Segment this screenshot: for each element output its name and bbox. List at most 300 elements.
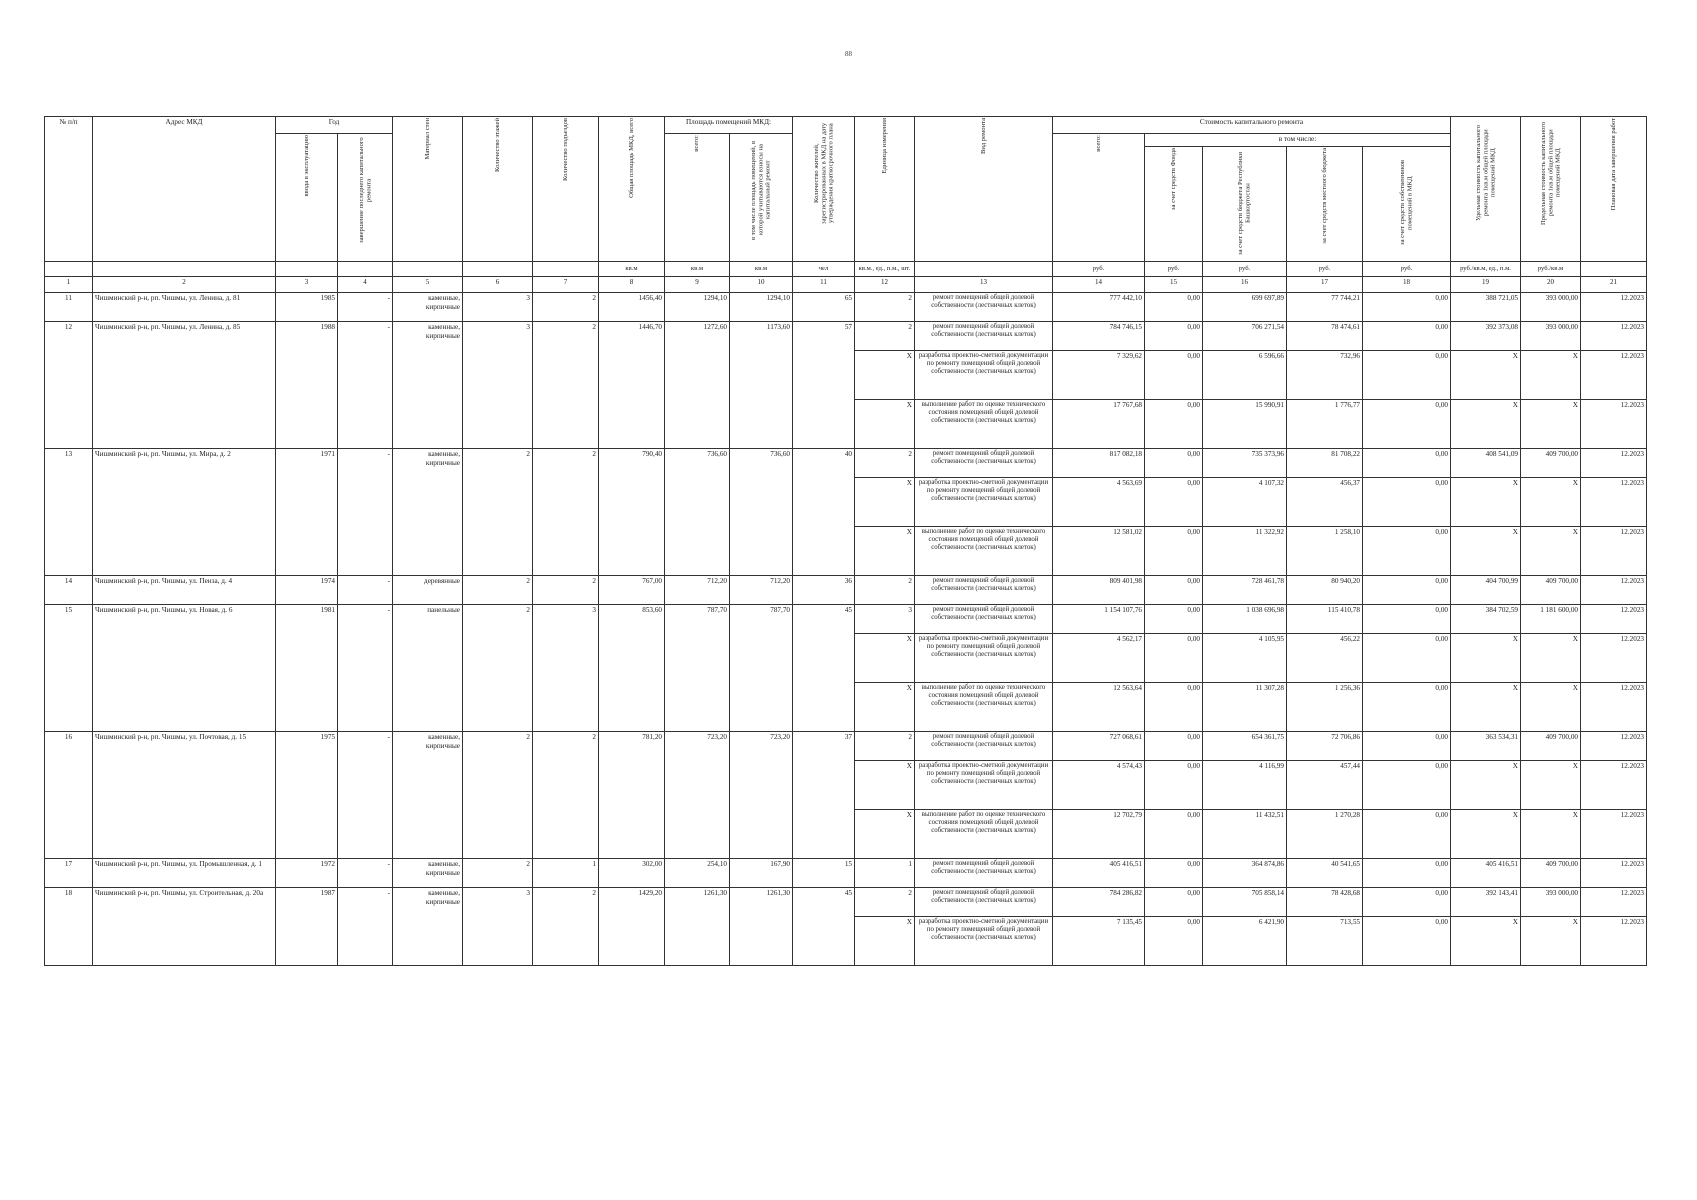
- cell-premises-total: 736,60: [665, 449, 730, 576]
- cell-repair-type: ремонт помещений общей долевой собственности (лестничных клеток): [915, 449, 1053, 478]
- header-incl: в том числе:: [1145, 134, 1451, 147]
- cell-cost-total: 817 082,18: [1053, 449, 1145, 478]
- cell-owners: 0,00: [1363, 478, 1451, 527]
- cell-max-cost: X: [1521, 527, 1581, 576]
- cell-region-budget: 728 461,78: [1203, 576, 1287, 605]
- unit-20: руб./кв.м: [1521, 262, 1581, 277]
- cell-no: 16: [45, 732, 93, 859]
- column-number-11: 11: [793, 277, 855, 293]
- cell-owners: 0,00: [1363, 888, 1451, 917]
- table-row: [45, 449, 1647, 478]
- header-cost-total: всего:: [1053, 134, 1145, 262]
- repair-register-table: [44, 116, 1647, 966]
- cell-address: Чишминский р-н, рп. Чишмы, ул. Промышленная, д. 1: [93, 859, 276, 888]
- cell-max-cost: 409 700,00: [1521, 449, 1581, 478]
- table-header: [45, 117, 1647, 293]
- cell-fund: 0,00: [1145, 761, 1203, 810]
- cell-unit-cost: X: [1451, 761, 1521, 810]
- cell-unit-cost: X: [1451, 351, 1521, 400]
- cell-max-cost: 393 000,00: [1521, 888, 1581, 917]
- cell-unit-cost: 392 373,08: [1451, 322, 1521, 351]
- cell-cost-total: 4 574,43: [1053, 761, 1145, 810]
- cell-repair-type: ремонт помещений общей долевой собственности (лестничных клеток): [915, 732, 1053, 761]
- cell-year-last-repair: -: [338, 605, 393, 732]
- cell-unit: 3: [855, 605, 915, 634]
- cell-planned-date: 12.2023: [1581, 400, 1647, 449]
- cell-entrances: 1: [533, 859, 599, 888]
- table-body: [45, 293, 1647, 966]
- cell-max-cost: X: [1521, 761, 1581, 810]
- column-number-20: 20: [1521, 277, 1581, 293]
- cell-year-commission: 1975: [276, 732, 338, 859]
- header-region-budget: за счет средств бюджета Республики Башкортостан: [1203, 147, 1287, 262]
- cell-fund: 0,00: [1145, 293, 1203, 322]
- unit-18: руб.: [1363, 262, 1451, 277]
- cell-owners: 0,00: [1363, 859, 1451, 888]
- cell-cost-total: 784 286,82: [1053, 888, 1145, 917]
- cell-max-cost: X: [1521, 917, 1581, 966]
- cell-residents: 37: [793, 732, 855, 859]
- cell-unit: X: [855, 761, 915, 810]
- cell-max-cost: X: [1521, 478, 1581, 527]
- header-year: Год: [276, 117, 393, 134]
- cell-owners: 0,00: [1363, 605, 1451, 634]
- cell-unit: 2: [855, 576, 915, 605]
- cell-unit: 2: [855, 322, 915, 351]
- cell-owners: 0,00: [1363, 351, 1451, 400]
- cell-local-budget: 1 258,10: [1287, 527, 1363, 576]
- cell-cost-total: 809 401,98: [1053, 576, 1145, 605]
- cell-unit-cost: X: [1451, 634, 1521, 683]
- cell-fund: 0,00: [1145, 478, 1203, 527]
- cell-unit: 2: [855, 293, 915, 322]
- cell-premises-total: 254,10: [665, 859, 730, 888]
- cell-local-budget: 1 256,36: [1287, 683, 1363, 732]
- cell-region-budget: 6 421,90: [1203, 917, 1287, 966]
- cell-max-cost: 409 700,00: [1521, 732, 1581, 761]
- cell-unit: 2: [855, 888, 915, 917]
- cell-local-budget: 80 940,20: [1287, 576, 1363, 605]
- column-number-14: 14: [1053, 277, 1145, 293]
- cell-fund: 0,00: [1145, 449, 1203, 478]
- header-repair-type: Вид ремонта: [915, 117, 1053, 262]
- cell-max-cost: 393 000,00: [1521, 293, 1581, 322]
- unit-10: кв.м: [730, 262, 793, 277]
- cell-premises-total: 723,20: [665, 732, 730, 859]
- cell-local-budget: 457,44: [1287, 761, 1363, 810]
- cell-address: Чишминский р-н, рп. Чишмы, ул. Строительная, д. 20а: [93, 888, 276, 966]
- column-number-7: 7: [533, 277, 599, 293]
- header-premises-incl: в том числе площадь помещений, в которой учитываются взносы на капитальный ремонт: [730, 134, 793, 262]
- header-fund: за счет средств Фонда: [1145, 147, 1203, 262]
- cell-unit-cost: 408 541,09: [1451, 449, 1521, 478]
- header-planned-date: Плановая дата завершения работ: [1581, 117, 1647, 262]
- cell-no: 18: [45, 888, 93, 966]
- cell-premises-total: 712,20: [665, 576, 730, 605]
- cell-repair-type: разработка проектно-сметной документации по ремонту помещений общей долевой собственности (лестничных клеток): [915, 634, 1053, 683]
- cell-local-budget: 732,96: [1287, 351, 1363, 400]
- cell-year-last-repair: -: [338, 293, 393, 322]
- column-number-21: 21: [1581, 277, 1647, 293]
- cell-planned-date: 12.2023: [1581, 527, 1647, 576]
- cell-premises-incl: 167,90: [730, 859, 793, 888]
- unit-8: кв.м: [599, 262, 665, 277]
- column-number-12: 12: [855, 277, 915, 293]
- cell-entrances: 2: [533, 322, 599, 449]
- unit-14: руб.: [1053, 262, 1145, 277]
- cell-premises-total: 1294,10: [665, 293, 730, 322]
- column-number-8: 8: [599, 277, 665, 293]
- cell-unit-cost: 363 534,31: [1451, 732, 1521, 761]
- cell-premises-incl: 1261,30: [730, 888, 793, 966]
- cell-local-budget: 1 270,28: [1287, 810, 1363, 859]
- cell-repair-type: разработка проектно-сметной документации по ремонту помещений общей долевой собственности (лестничных клеток): [915, 478, 1053, 527]
- cell-unit-cost: 388 721,05: [1451, 293, 1521, 322]
- cell-wall-material: деревянные: [393, 576, 463, 605]
- cell-entrances: 2: [533, 888, 599, 966]
- cell-local-budget: 456,22: [1287, 634, 1363, 683]
- cell-region-budget: 11 322,92: [1203, 527, 1287, 576]
- cell-premises-total: 787,70: [665, 605, 730, 732]
- cell-premises-incl: 787,70: [730, 605, 793, 732]
- cell-region-budget: 4 116,99: [1203, 761, 1287, 810]
- cell-wall-material: каменные, кирпичные: [393, 732, 463, 859]
- cell-planned-date: 12.2023: [1581, 917, 1647, 966]
- cell-local-budget: 78 428,68: [1287, 888, 1363, 917]
- header-premises-area: Площадь помещений МКД:: [665, 117, 793, 134]
- cell-repair-type: разработка проектно-сметной документации по ремонту помещений общей долевой собственности (лестничных клеток): [915, 761, 1053, 810]
- cell-repair-type: разработка проектно-сметной документации по ремонту помещений общей долевой собственности (лестничных клеток): [915, 917, 1053, 966]
- cell-no: 11: [45, 293, 93, 322]
- cell-unit-cost: 405 416,51: [1451, 859, 1521, 888]
- page-number: 88: [845, 50, 852, 58]
- cell-planned-date: 12.2023: [1581, 683, 1647, 732]
- header-unit: Единица измерения: [855, 117, 915, 262]
- cell-no: 15: [45, 605, 93, 732]
- column-number-18: 18: [1363, 277, 1451, 293]
- cell-total-area: 853,60: [599, 605, 665, 732]
- cell-planned-date: 12.2023: [1581, 293, 1647, 322]
- cell-total-area: 302,00: [599, 859, 665, 888]
- cell-no: 14: [45, 576, 93, 605]
- cell-repair-type: ремонт помещений общей долевой собственности (лестничных клеток): [915, 293, 1053, 322]
- cell-repair-type: ремонт помещений общей долевой собственности (лестничных клеток): [915, 859, 1053, 888]
- cell-floors: 3: [463, 293, 533, 322]
- cell-address: Чишминский р-н, рп. Чишмы, ул. Ленина, д. 81: [93, 293, 276, 322]
- header-wall-material: Материал стен: [393, 117, 463, 262]
- header-premises-total: всего:: [665, 134, 730, 262]
- header-entrances: Количество подъездов: [533, 117, 599, 262]
- cell-premises-incl: 1173,60: [730, 322, 793, 449]
- header-residents: Количество жителей, зарегистрированных в МКД на дату утверждения краткосрочного плана: [793, 117, 855, 262]
- cell-unit: 1: [855, 859, 915, 888]
- cell-cost-total: 405 416,51: [1053, 859, 1145, 888]
- cell-owners: 0,00: [1363, 293, 1451, 322]
- cell-no: 12: [45, 322, 93, 449]
- cell-year-last-repair: -: [338, 576, 393, 605]
- cell-address: Чишминский р-н, рп. Чишмы, ул. Пенза, д. 4: [93, 576, 276, 605]
- cell-unit: X: [855, 351, 915, 400]
- cell-repair-type: ремонт помещений общей долевой собственности (лестничных клеток): [915, 576, 1053, 605]
- cell-owners: 0,00: [1363, 322, 1451, 351]
- cell-floors: 2: [463, 859, 533, 888]
- cell-max-cost: 393 000,00: [1521, 322, 1581, 351]
- unit-16: руб.: [1203, 262, 1287, 277]
- cell-premises-total: 1261,30: [665, 888, 730, 966]
- cell-floors: 2: [463, 576, 533, 605]
- cell-cost-total: 7 329,62: [1053, 351, 1145, 400]
- cell-fund: 0,00: [1145, 683, 1203, 732]
- cell-entrances: 2: [533, 732, 599, 859]
- table-row: [45, 732, 1647, 761]
- header-floors: Количество этажей: [463, 117, 533, 262]
- cell-fund: 0,00: [1145, 732, 1203, 761]
- cell-repair-type: ремонт помещений общей долевой собственности (лестничных клеток): [915, 605, 1053, 634]
- cell-region-budget: 4 105,95: [1203, 634, 1287, 683]
- cell-fund: 0,00: [1145, 400, 1203, 449]
- cell-entrances: 2: [533, 293, 599, 322]
- cell-year-commission: 1985: [276, 293, 338, 322]
- cell-no: 17: [45, 859, 93, 888]
- cell-year-commission: 1974: [276, 576, 338, 605]
- cell-unit-cost: X: [1451, 683, 1521, 732]
- header-year-commission: ввода в эксплуатацию: [276, 134, 338, 262]
- cell-floors: 2: [463, 449, 533, 576]
- cell-local-budget: 115 410,78: [1287, 605, 1363, 634]
- cell-address: Чишминский р-н, рп. Чишмы, ул. Ленина, д. 85: [93, 322, 276, 449]
- units-row: [45, 262, 1647, 277]
- cell-year-commission: 1987: [276, 888, 338, 966]
- cell-cost-total: 4 563,69: [1053, 478, 1145, 527]
- cell-planned-date: 12.2023: [1581, 576, 1647, 605]
- cell-planned-date: 12.2023: [1581, 732, 1647, 761]
- table-row: [45, 293, 1647, 322]
- cell-owners: 0,00: [1363, 449, 1451, 478]
- cell-region-budget: 1 038 696,98: [1203, 605, 1287, 634]
- cell-fund: 0,00: [1145, 322, 1203, 351]
- cell-owners: 0,00: [1363, 761, 1451, 810]
- cell-residents: 45: [793, 605, 855, 732]
- column-numbers-row: [45, 277, 1647, 293]
- cell-max-cost: X: [1521, 810, 1581, 859]
- cell-local-budget: 1 776,77: [1287, 400, 1363, 449]
- table-row: [45, 605, 1647, 634]
- column-number-15: 15: [1145, 277, 1203, 293]
- table-row: [45, 859, 1647, 888]
- cell-region-budget: 11 307,28: [1203, 683, 1287, 732]
- cell-wall-material: каменные, кирпичные: [393, 322, 463, 449]
- cell-floors: 2: [463, 732, 533, 859]
- column-number-3: 3: [276, 277, 338, 293]
- cell-fund: 0,00: [1145, 634, 1203, 683]
- cell-max-cost: 409 700,00: [1521, 576, 1581, 605]
- cell-owners: 0,00: [1363, 527, 1451, 576]
- cell-unit: X: [855, 917, 915, 966]
- cell-max-cost: 409 700,00: [1521, 859, 1581, 888]
- header-address: Адрес МКД: [93, 117, 276, 262]
- cell-region-budget: 4 107,32: [1203, 478, 1287, 527]
- column-number-19: 19: [1451, 277, 1521, 293]
- cell-unit-cost: 392 143,41: [1451, 888, 1521, 917]
- cell-unit-cost: 404 700,99: [1451, 576, 1521, 605]
- cell-premises-total: 1272,60: [665, 322, 730, 449]
- cell-entrances: 2: [533, 449, 599, 576]
- cell-repair-type: ремонт помещений общей долевой собственности (лестничных клеток): [915, 888, 1053, 917]
- cell-region-budget: 699 697,89: [1203, 293, 1287, 322]
- cell-fund: 0,00: [1145, 351, 1203, 400]
- cell-wall-material: каменные, кирпичные: [393, 888, 463, 966]
- cell-wall-material: каменные, кирпичные: [393, 449, 463, 576]
- cell-repair-type: выполнение работ по оценке технического состояния помещений общей долевой собственности (лестничных клеток): [915, 810, 1053, 859]
- cell-planned-date: 12.2023: [1581, 761, 1647, 810]
- cell-repair-type: выполнение работ по оценке технического состояния помещений общей долевой собственности (лестничных клеток): [915, 527, 1053, 576]
- cell-unit: 2: [855, 732, 915, 761]
- cell-cost-total: 4 562,17: [1053, 634, 1145, 683]
- cell-max-cost: X: [1521, 683, 1581, 732]
- cell-cost-total: 12 581,02: [1053, 527, 1145, 576]
- cell-local-budget: 72 706,86: [1287, 732, 1363, 761]
- cell-total-area: 1429,20: [599, 888, 665, 966]
- cell-owners: 0,00: [1363, 810, 1451, 859]
- cell-cost-total: 7 135,45: [1053, 917, 1145, 966]
- cell-local-budget: 78 474,61: [1287, 322, 1363, 351]
- cell-year-last-repair: -: [338, 449, 393, 576]
- cell-region-budget: 6 596,66: [1203, 351, 1287, 400]
- cell-year-commission: 1981: [276, 605, 338, 732]
- cell-max-cost: X: [1521, 634, 1581, 683]
- cell-repair-type: выполнение работ по оценке технического состояния помещений общей долевой собственности (лестничных клеток): [915, 683, 1053, 732]
- unit-19: руб./кв.м, ед., п.м.: [1451, 262, 1521, 277]
- cell-total-area: 790,40: [599, 449, 665, 576]
- column-number-5: 5: [393, 277, 463, 293]
- cell-planned-date: 12.2023: [1581, 888, 1647, 917]
- cell-cost-total: 12 563,64: [1053, 683, 1145, 732]
- header-year-last-repair: завершение последнего капитального ремонта: [338, 134, 393, 262]
- cell-wall-material: панельные: [393, 605, 463, 732]
- cell-entrances: 2: [533, 576, 599, 605]
- cell-owners: 0,00: [1363, 683, 1451, 732]
- cell-cost-total: 727 068,61: [1053, 732, 1145, 761]
- cell-repair-type: выполнение работ по оценке технического состояния помещений общей долевой собственности (лестничных клеток): [915, 400, 1053, 449]
- cell-residents: 65: [793, 293, 855, 322]
- column-number-9: 9: [665, 277, 730, 293]
- unit-11: чел: [793, 262, 855, 277]
- cell-unit-cost: X: [1451, 917, 1521, 966]
- cell-year-last-repair: -: [338, 888, 393, 966]
- unit-9: кв.м: [665, 262, 730, 277]
- cell-wall-material: каменные, кирпичные: [393, 859, 463, 888]
- cell-repair-type: ремонт помещений общей долевой собственности (лестничных клеток): [915, 322, 1053, 351]
- cell-residents: 57: [793, 322, 855, 449]
- cell-region-budget: 11 432,51: [1203, 810, 1287, 859]
- cell-total-area: 781,20: [599, 732, 665, 859]
- cell-planned-date: 12.2023: [1581, 634, 1647, 683]
- cell-cost-total: 17 767,68: [1053, 400, 1145, 449]
- table-row: [45, 888, 1647, 917]
- header-unit-cost: Удельная стоимость капитального ремонта 1кв.м общей площади помещений МКД: [1451, 117, 1521, 262]
- cell-region-budget: 706 271,54: [1203, 322, 1287, 351]
- cell-max-cost: 1 181 600,00: [1521, 605, 1581, 634]
- column-number-1: 1: [45, 277, 93, 293]
- header-max-cost: Предельная стоимость капитального ремонта 1кв.м общей площади помещений МКД: [1521, 117, 1581, 262]
- cell-unit-cost: X: [1451, 810, 1521, 859]
- cell-floors: 2: [463, 605, 533, 732]
- cell-cost-total: 12 702,79: [1053, 810, 1145, 859]
- column-number-2: 2: [93, 277, 276, 293]
- unit-17: руб.: [1287, 262, 1363, 277]
- cell-planned-date: 12.2023: [1581, 810, 1647, 859]
- cell-unit: X: [855, 634, 915, 683]
- cell-address: Чишминский р-н, рп. Чишмы, ул. Мира, д. 2: [93, 449, 276, 576]
- header-owners: за счет средств собственников помещений в МКД: [1363, 147, 1451, 262]
- table-row: [45, 576, 1647, 605]
- cell-max-cost: X: [1521, 400, 1581, 449]
- cell-residents: 40: [793, 449, 855, 576]
- column-number-10: 10: [730, 277, 793, 293]
- cell-unit: X: [855, 400, 915, 449]
- cell-region-budget: 735 373,96: [1203, 449, 1287, 478]
- cell-local-budget: 81 708,22: [1287, 449, 1363, 478]
- cell-premises-incl: 1294,10: [730, 293, 793, 322]
- header-total-area: Общая площадь МКД, всего: [599, 117, 665, 262]
- cell-wall-material: каменные, кирпичные: [393, 293, 463, 322]
- cell-planned-date: 12.2023: [1581, 478, 1647, 527]
- cell-unit: X: [855, 810, 915, 859]
- cell-owners: 0,00: [1363, 634, 1451, 683]
- unit-15: руб.: [1145, 262, 1203, 277]
- cell-owners: 0,00: [1363, 917, 1451, 966]
- cell-unit-cost: 384 702,59: [1451, 605, 1521, 634]
- cell-residents: 36: [793, 576, 855, 605]
- cell-repair-type: разработка проектно-сметной документации по ремонту помещений общей долевой собственности (лестничных клеток): [915, 351, 1053, 400]
- cell-fund: 0,00: [1145, 576, 1203, 605]
- cell-address: Чишминский р-н, рп. Чишмы, ул. Новая, д. 6: [93, 605, 276, 732]
- cell-owners: 0,00: [1363, 400, 1451, 449]
- cell-unit: X: [855, 683, 915, 732]
- cell-year-commission: 1972: [276, 859, 338, 888]
- table-row: [45, 322, 1647, 351]
- cell-fund: 0,00: [1145, 917, 1203, 966]
- cell-region-budget: 15 990,91: [1203, 400, 1287, 449]
- cell-unit: X: [855, 478, 915, 527]
- column-number-4: 4: [338, 277, 393, 293]
- cell-premises-incl: 736,60: [730, 449, 793, 576]
- cell-residents: 45: [793, 888, 855, 966]
- cell-premises-incl: 712,20: [730, 576, 793, 605]
- cell-year-commission: 1971: [276, 449, 338, 576]
- cell-fund: 0,00: [1145, 605, 1203, 634]
- cell-entrances: 3: [533, 605, 599, 732]
- column-number-13: 13: [915, 277, 1053, 293]
- header-local-budget: за счет средств местного бюджета: [1287, 147, 1363, 262]
- cell-year-last-repair: -: [338, 322, 393, 449]
- cell-max-cost: X: [1521, 351, 1581, 400]
- header-no: № п/п: [45, 117, 93, 262]
- cell-local-budget: 77 744,21: [1287, 293, 1363, 322]
- cell-planned-date: 12.2023: [1581, 449, 1647, 478]
- cell-total-area: 1456,40: [599, 293, 665, 322]
- cell-planned-date: 12.2023: [1581, 322, 1647, 351]
- cell-residents: 15: [793, 859, 855, 888]
- cell-planned-date: 12.2023: [1581, 351, 1647, 400]
- cell-fund: 0,00: [1145, 810, 1203, 859]
- cell-unit-cost: X: [1451, 527, 1521, 576]
- cell-owners: 0,00: [1363, 576, 1451, 605]
- column-number-16: 16: [1203, 277, 1287, 293]
- unit-12: кв.м., ед., п.м., шт.: [855, 262, 915, 277]
- cell-cost-total: 777 442,10: [1053, 293, 1145, 322]
- cell-premises-incl: 723,20: [730, 732, 793, 859]
